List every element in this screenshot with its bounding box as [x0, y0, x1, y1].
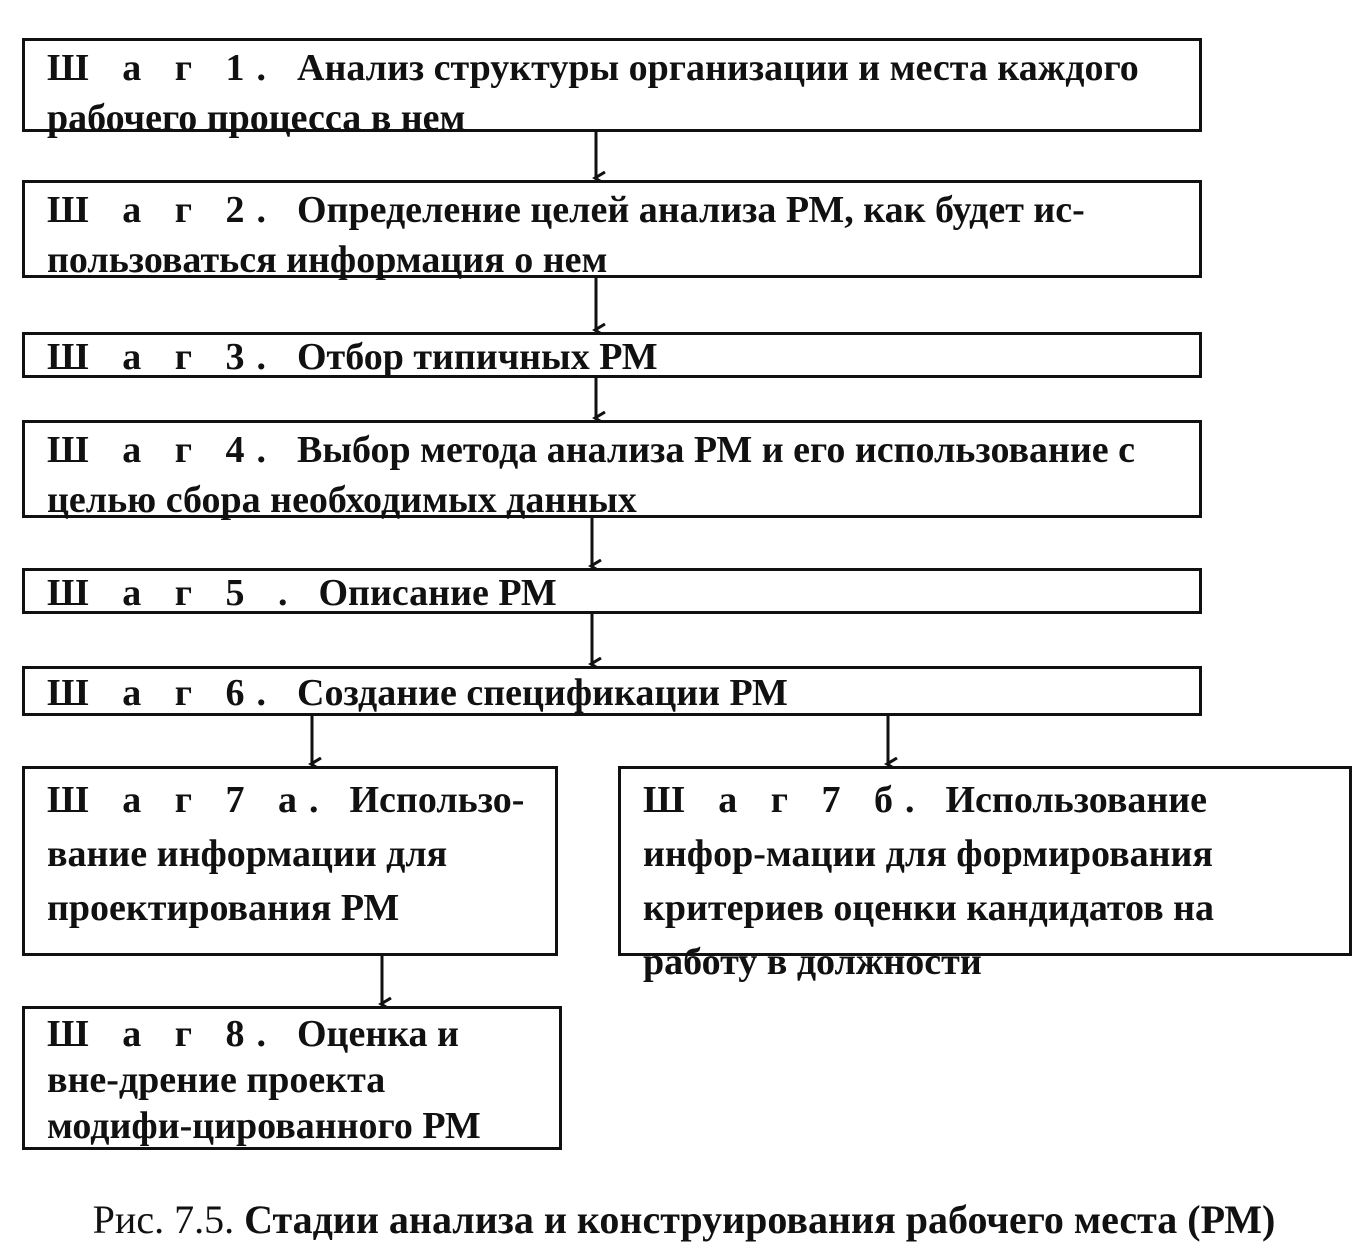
- step-6-box: [22, 666, 1202, 716]
- step-label: Ш а г 8.: [47, 1013, 278, 1055]
- step-text: Использование инфор-мации для формирования критериев оценки кандидатов на работу в должности: [643, 779, 1215, 983]
- step-text: Оценка и вне-дрение проекта модифи-цированного РМ: [47, 1013, 481, 1147]
- step-3-box: [22, 332, 1202, 378]
- step-label: Ш а г 3.: [47, 336, 278, 378]
- figure-caption: [0, 1196, 1368, 1243]
- step-text: Отбор типичных РМ: [297, 336, 658, 378]
- step-text: Создание спецификации РМ: [297, 672, 788, 714]
- step-label: Ш а г 7 а.: [47, 779, 331, 821]
- step-4-box: [22, 420, 1202, 521]
- step-label: Ш а г 4.: [47, 429, 278, 471]
- step-text: Анализ структуры организации и места каждого рабочего процесса в нем: [47, 47, 1139, 139]
- step-8-box: [22, 1006, 562, 1150]
- step-label: Ш а г 1.: [47, 47, 278, 89]
- step-1-box: [22, 38, 1202, 139]
- figure-number: Рис. 7.5.: [92, 1197, 235, 1242]
- step-text: Определение целей анализа РМ, как будет ис-пользоваться информация о нем: [47, 189, 1085, 281]
- figure-title: Стадии анализа и конструирования рабочего места (РМ): [244, 1197, 1276, 1242]
- step-text: Выбор метода анализа РМ и его использование с целью сбора необходимых данных: [47, 429, 1136, 521]
- step-label: Ш а г 5 .: [47, 572, 300, 614]
- step-7b-box: [618, 766, 1352, 983]
- step-2-box: [22, 180, 1202, 281]
- step-5-box: [22, 568, 1202, 614]
- step-text: Использо-вание информации для проектирования РМ: [47, 779, 525, 929]
- step-7a-box: [22, 766, 558, 956]
- step-label: Ш а г 2.: [47, 189, 278, 231]
- step-text: Описание РМ: [318, 572, 557, 614]
- step-label: Ш а г 7 б.: [643, 779, 927, 821]
- step-label: Ш а г 6.: [47, 672, 278, 714]
